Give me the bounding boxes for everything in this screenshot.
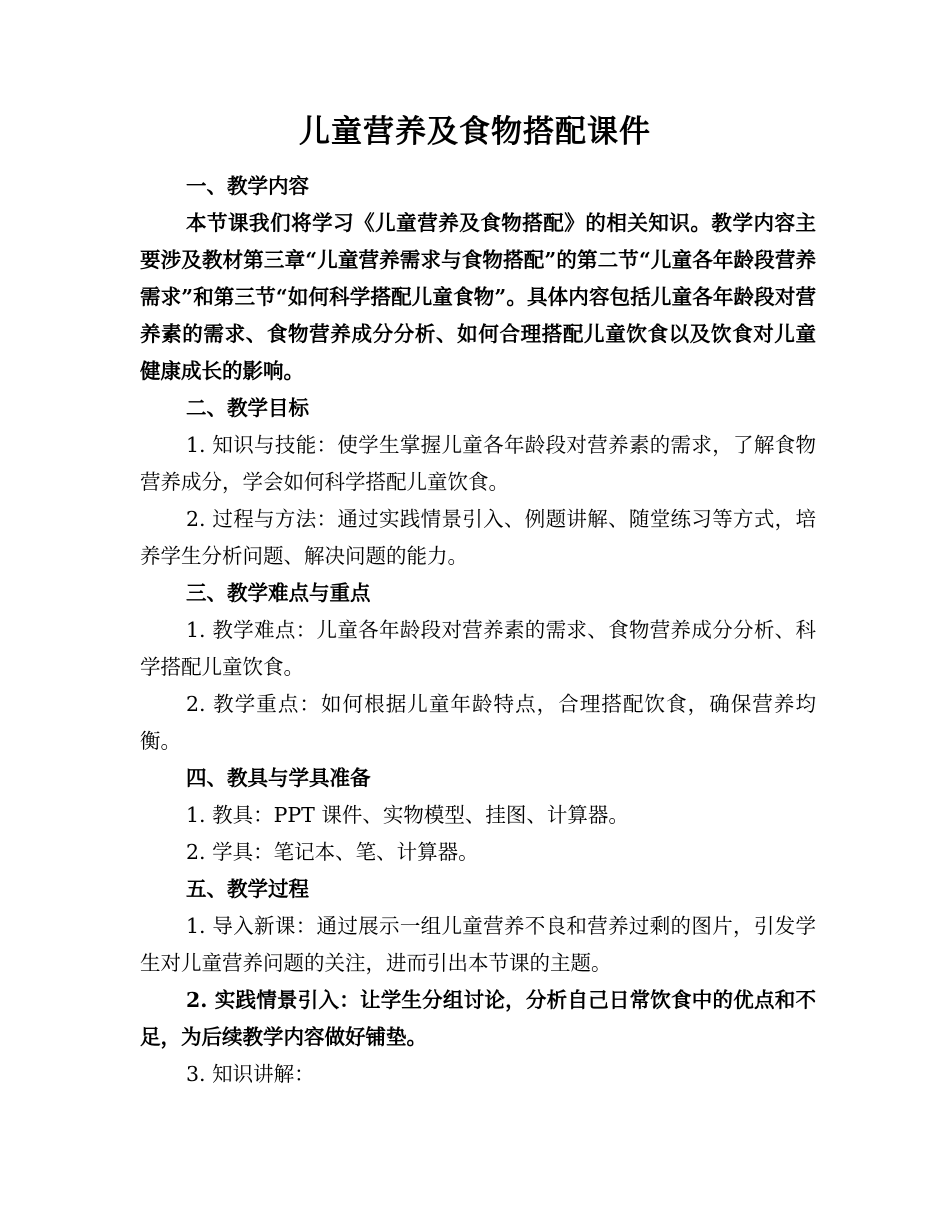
section-heading-teaching-content: 一、教学内容 (186, 174, 309, 198)
paragraph-difficulties: 1. 教学难点：儿童各年龄段对营养素的需求、食物营养成分分析、科学搭配儿童饮食。 (140, 618, 816, 679)
paragraph-process-practice-scenario: 2. 实践情景引入：让学生分组讨论，分析自己日常饮食中的优点和不足，为后续教学内容做好铺垫。 (140, 988, 816, 1049)
paragraph-process-introduction: 1. 导入新课：通过展示一组儿童营养不良和营养过剩的图片，引发学生对儿童营养问题的关注，进而引出本节课的主题。 (140, 914, 816, 975)
section-heading-difficulties-key-points: 三、教学难点与重点 (186, 581, 371, 605)
paragraph-goal-knowledge-skills: 1. 知识与技能：使学生掌握儿童各年龄段对营养素的需求，了解食物营养成分，学会如何科学搭配儿童饮食。 (140, 433, 816, 494)
document-body (140, 168, 816, 1093)
section-heading-teaching-process: 五、教学过程 (186, 877, 309, 901)
section-heading-teaching-aids: 四、教具与学具准备 (186, 766, 371, 790)
section-heading-teaching-goals: 二、教学目标 (186, 396, 309, 420)
paragraph-process-knowledge-explanation: 3. 知识讲解： (186, 1062, 315, 1086)
paragraph-teaching-content: 本节课我们将学习《儿童营养及食物搭配》的相关知识。教学内容主要涉及教材第三章“儿童营养需求与食物搭配”的第二节“儿童各年龄段营养需求”和第三节“如何科学搭配儿童食物”。具体内容包括儿童各年龄段对营养素的需求、食物营养成分分析、如何合理搭配儿童饮食以及饮食对儿童健康成长的影响。 (140, 211, 816, 383)
paragraph-student-aids: 2. 学具：笔记本、笔、计算器。 (186, 840, 479, 864)
paragraph-teacher-aids: 1. 教具：PPT 课件、实物模型、挂图、计算器。 (186, 803, 629, 827)
document-title: 儿童营养及食物搭配课件 (299, 114, 651, 150)
paragraph-key-points: 2. 教学重点：如何根据儿童年龄特点，合理搭配饮食，确保营养均衡。 (140, 692, 816, 753)
paragraph-goal-process-method: 2. 过程与方法：通过实践情景引入、例题讲解、随堂练习等方式，培养学生分析问题、解决问题的能力。 (140, 507, 816, 568)
